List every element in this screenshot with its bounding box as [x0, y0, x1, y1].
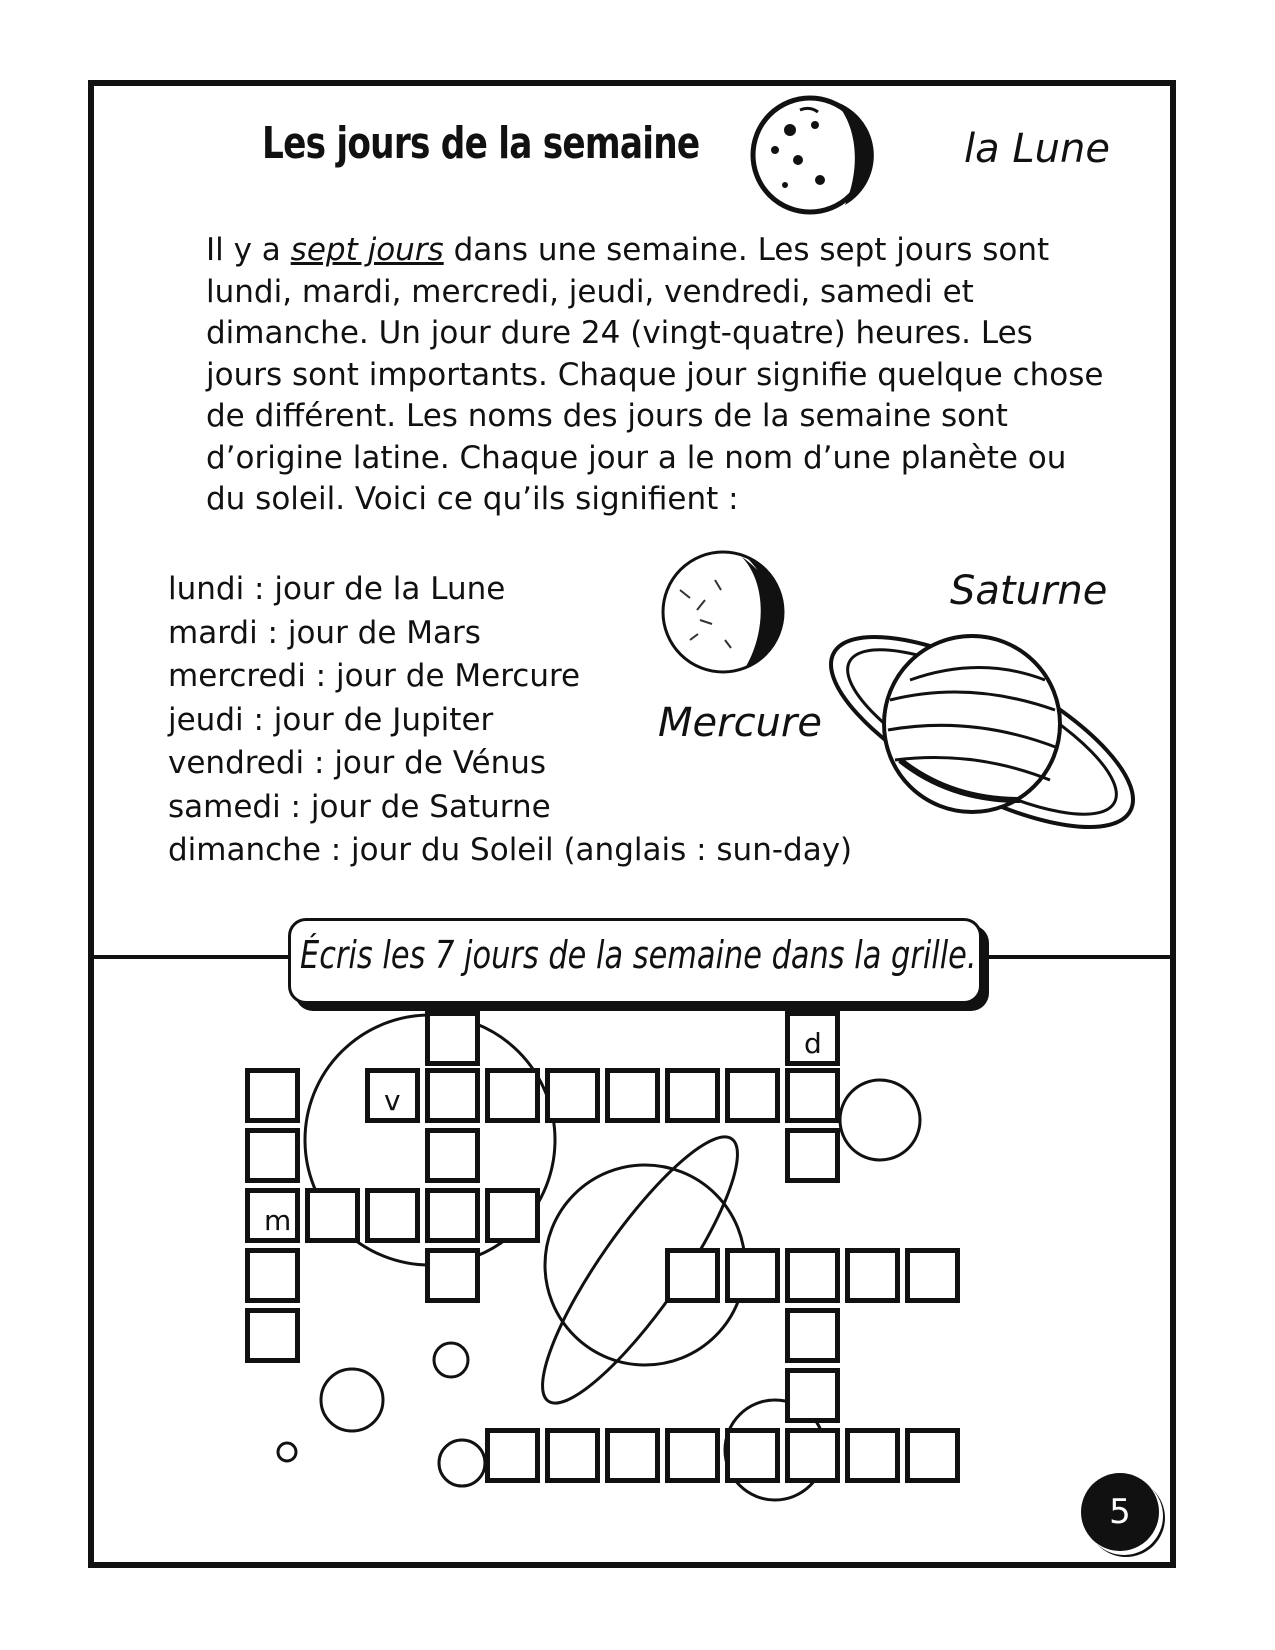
- crossword-cell[interactable]: [785, 1128, 840, 1183]
- list-item: dimanche : jour du Soleil (anglais : sun-day): [168, 832, 853, 868]
- mercury-label: Mercure: [658, 700, 822, 746]
- crossword-cell[interactable]: [245, 1188, 300, 1243]
- moon-illustration: [753, 98, 874, 212]
- intro-before: Il y a: [206, 232, 291, 268]
- divider-right: [982, 955, 1170, 959]
- crossword-cell[interactable]: [245, 1308, 300, 1363]
- crossword-cell[interactable]: [725, 1068, 780, 1123]
- crossword-cell[interactable]: [605, 1068, 660, 1123]
- crossword-cell[interactable]: [365, 1188, 420, 1243]
- crossword-hint-letter: m: [264, 1204, 292, 1237]
- saturn-illustration: [805, 600, 1158, 864]
- intro-highlight: sept jours: [290, 232, 444, 268]
- crossword-cell[interactable]: [785, 1068, 840, 1123]
- crossword-cell[interactable]: [665, 1068, 720, 1123]
- intro-paragraph: [206, 230, 1106, 521]
- instruction-text: Écris les 7 jours de la semaine dans la grille.: [300, 933, 977, 977]
- crossword-cell[interactable]: [785, 1248, 840, 1303]
- page-title: Les jours de la semaine: [262, 118, 700, 169]
- crossword-cell[interactable]: [365, 1068, 420, 1123]
- days-list: [168, 568, 852, 873]
- crossword-cell[interactable]: [425, 1068, 480, 1123]
- crossword-cell[interactable]: [905, 1428, 960, 1483]
- list-item: lundi : jour de la Lune: [168, 571, 506, 607]
- divider-left: [94, 955, 290, 959]
- crossword-cell[interactable]: [785, 1308, 840, 1363]
- crossword-cell[interactable]: [845, 1248, 900, 1303]
- list-item: jeudi : jour de Jupiter: [168, 701, 494, 738]
- crossword-cell[interactable]: [245, 1248, 300, 1303]
- moon-label: la Lune: [964, 126, 1110, 172]
- list-item: mercredi : jour de Mercure: [168, 658, 581, 694]
- intro-after: dans une semaine. Les sept jours sont lundi, mardi, mercredi, jeudi, vendredi, samedi et dimanche. Un jour dure 24 (vingt-quatre) heures. Les jours sont importants. Chaque jour signifie quelque chose de différent. Les noms des jours de la semaine sont d’origine latine. Chaque jour a le nom d’une planète ou du soleil. Voici ce qu’ils signifient :: [206, 232, 1104, 517]
- crossword-cell[interactable]: [425, 1128, 480, 1183]
- crossword-cell[interactable]: [245, 1128, 300, 1183]
- list-item: samedi : jour de Saturne: [168, 788, 551, 825]
- crossword-cell[interactable]: [245, 1068, 300, 1123]
- list-item: vendredi : jour de Vénus: [168, 745, 547, 781]
- crossword-cell[interactable]: [905, 1248, 960, 1303]
- crossword-cell[interactable]: [305, 1188, 360, 1243]
- crossword-cell[interactable]: [605, 1428, 660, 1483]
- crossword-cell[interactable]: [425, 1188, 480, 1243]
- crossword-cell[interactable]: [785, 1011, 840, 1066]
- crossword-cell[interactable]: [665, 1428, 720, 1483]
- crossword-hint-letter: d: [804, 1027, 822, 1060]
- crossword-cell[interactable]: [425, 1011, 480, 1066]
- crossword-cell[interactable]: [485, 1428, 540, 1483]
- saturn-label: Saturne: [950, 568, 1108, 614]
- crossword-cell[interactable]: [845, 1428, 900, 1483]
- page-number: 5: [1081, 1473, 1159, 1551]
- crossword-cell[interactable]: [485, 1188, 540, 1243]
- crossword-cell[interactable]: [425, 1248, 480, 1303]
- crossword-cell[interactable]: [545, 1428, 600, 1483]
- list-item: mardi : jour de Mars: [168, 614, 481, 651]
- crossword-cell[interactable]: [545, 1068, 600, 1123]
- crossword-cell[interactable]: [665, 1248, 720, 1303]
- crossword-hint-letter: v: [384, 1084, 401, 1117]
- crossword-cell[interactable]: [485, 1068, 540, 1123]
- crossword-cell[interactable]: [785, 1428, 840, 1483]
- crossword-cell[interactable]: [725, 1248, 780, 1303]
- crossword-cell[interactable]: [725, 1428, 780, 1483]
- crossword-cell[interactable]: [785, 1368, 840, 1423]
